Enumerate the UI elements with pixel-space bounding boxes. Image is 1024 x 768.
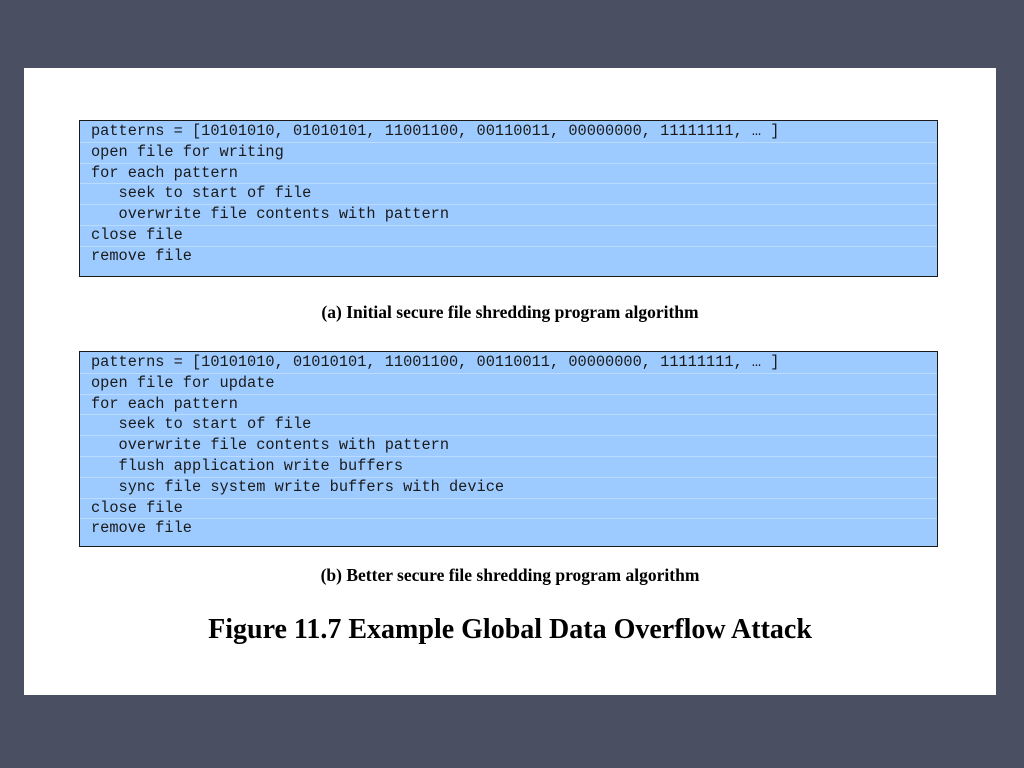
code-box-better-algorithm (79, 351, 938, 547)
code-line: sync file system write buffers with device (80, 478, 937, 499)
code-line: close file (80, 499, 937, 520)
code-line: overwrite file contents with pattern (80, 436, 937, 457)
slide (24, 68, 996, 695)
code-line: open file for writing (80, 143, 937, 164)
code-line: remove file (91, 519, 192, 538)
code-line: for each pattern (80, 395, 937, 416)
code-line: seek to start of file (80, 184, 937, 205)
code-box-initial-algorithm (79, 120, 938, 277)
code-line: for each pattern (80, 164, 937, 185)
caption-better-algorithm: (b) Better secure file shredding program algorithm (320, 565, 700, 585)
caption-initial-algorithm: (a) Initial secure file shredding program algorithm (321, 302, 699, 322)
code-line: open file for update (80, 374, 937, 395)
code-line: seek to start of file (80, 415, 937, 436)
figure-title: Figure 11.7 Example Global Data Overflow Attack (208, 614, 812, 645)
code-line: patterns = [10101010, 01010101, 11001100, 00110011, 00000000, 11111111, … ] (80, 353, 937, 374)
code-line: flush application write buffers (80, 457, 937, 478)
code-line: patterns = [10101010, 01010101, 11001100, 00110011, 00000000, 11111111, … ] (80, 122, 937, 143)
code-line: close file (80, 226, 937, 247)
code-line: remove file (91, 246, 192, 265)
code-line: overwrite file contents with pattern (80, 205, 937, 226)
